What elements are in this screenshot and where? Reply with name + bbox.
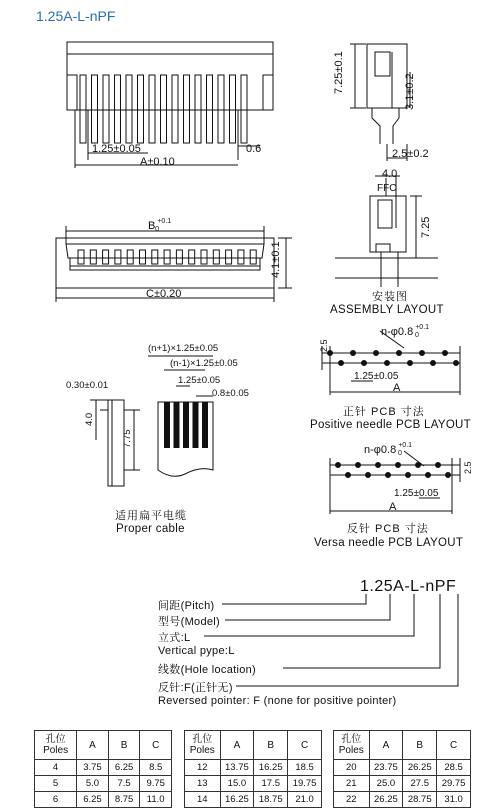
side-view [350, 44, 410, 161]
cable-reinforce-length: 7.75 [122, 429, 133, 448]
pcb-hole [366, 473, 371, 478]
pcb-hole [431, 361, 436, 366]
cable-caption-en: Proper cable [116, 523, 185, 535]
assembly-caption-cn: 安装图 [372, 291, 408, 303]
contact-slot [164, 250, 170, 264]
legend-vertical-en: Vertical pype:L [158, 645, 235, 657]
col-a: A [77, 731, 109, 760]
connector-pin [115, 75, 121, 143]
col-c: C [288, 731, 322, 760]
poles-table-2 [184, 730, 322, 808]
height-dimension: 7.25±0.1 [333, 51, 345, 94]
pitch-positive: 1.25±0.05 [354, 371, 399, 382]
table-row: 4 3.75 6.25 8.5 [35, 760, 172, 776]
connector-pin [126, 75, 132, 143]
pin-spacing-dimension: 2.5±0.2 [392, 148, 429, 160]
pcb-hole [351, 351, 356, 356]
connector-pin [80, 75, 86, 143]
cable-total-pitch: (n+1)×1.25±0.05 [148, 343, 219, 354]
front-view [67, 42, 273, 143]
table-row: 14 16.25 18.75 21.0 [185, 792, 322, 808]
hole-dimension-versa: n-φ0.8 $^{+0.1}$0 [364, 442, 413, 457]
legend-vertical-cn: 立式:L [158, 632, 191, 644]
contact-slot [201, 250, 207, 264]
table-row: 12 13.75 16.25 18.5 [185, 760, 322, 776]
connector-pin [103, 75, 109, 143]
versa-caption-en: Versa needle PCB LAYOUT [314, 537, 464, 549]
table-row: 5 5.0 7.5 9.75 [35, 776, 172, 792]
contact-slot [226, 250, 232, 264]
connector-pin [241, 75, 247, 143]
contact-slot [250, 250, 256, 264]
b-dimension: B $^{+0.1}$0 [148, 218, 172, 233]
pcb-hole [446, 473, 451, 478]
table-row: 6 6.25 8.75 11.0 [35, 792, 172, 808]
assembly-caption-en: ASSEMBLY LAYOUT [330, 304, 444, 316]
contact-slot [152, 250, 158, 264]
depth-dimension: 4.0 [382, 168, 398, 180]
legend-model: 型号(Model) [158, 616, 220, 628]
pin-height-dimension: 3.1±0.2 [404, 73, 416, 110]
table-row: 22 26.25 28.75 31.0 [334, 792, 471, 808]
positive-caption-cn: 正针 PCB 寸法 [343, 406, 425, 418]
connector-pin [149, 75, 155, 143]
model-code: 1.25A-L-nPF [360, 578, 457, 595]
pcb-hole [374, 351, 379, 356]
pcb-hole [336, 463, 341, 468]
col-c: C [437, 731, 471, 760]
pcb-hole [362, 361, 367, 366]
a-positive: A [393, 382, 401, 394]
ffc-label: FFC [377, 183, 397, 194]
pin-offset-dimension: 0.6 [246, 143, 262, 155]
pcb-hole [396, 463, 401, 468]
col-b: B [403, 731, 437, 760]
contact-slot [127, 250, 133, 264]
pcb-hole [385, 361, 390, 366]
pitch-versa: 1.25±0.05 [394, 488, 439, 499]
legend-hole: 线数(Hole location) [158, 664, 257, 676]
connector-pin [161, 75, 167, 143]
cable-thickness: 0.30±0.01 [66, 380, 109, 391]
contact-slot [140, 250, 146, 264]
connector-pin [218, 75, 224, 143]
contact-slot [90, 250, 96, 264]
page-title: 1.25A-L-nPF [36, 8, 116, 24]
row-spacing-positive: 2.5 [319, 339, 329, 352]
width-dimension: 4.1±0.1 [270, 241, 282, 278]
pcb-hole [346, 473, 351, 478]
connector-pin [207, 75, 213, 143]
poles-table-1 [34, 730, 172, 808]
cable-caption-cn: 适用扁平电缆 [115, 510, 187, 522]
connector-pin [92, 75, 98, 143]
pcb-hole [420, 351, 425, 356]
cable-conductor-width: 0.8±0.05 [212, 388, 249, 399]
connector-pin [230, 75, 236, 143]
pcb-hole [443, 351, 448, 356]
a-dimension: A±0.10 [140, 156, 175, 168]
contact-slot [103, 250, 109, 264]
a-versa: A [389, 501, 397, 513]
col-c: C [140, 731, 172, 760]
positive-pcb-layout [322, 331, 460, 395]
connector-pin [138, 75, 144, 143]
table-row: 21 25.0 27.5 29.75 [334, 776, 471, 792]
assembly-height-dimension: 7.25 [420, 216, 432, 238]
poles-header: 孔位 Poles [334, 731, 370, 760]
cable-conductor [164, 402, 170, 448]
poles-table-3 [333, 730, 471, 808]
c-dimension: C±0.20 [146, 288, 182, 300]
table-row: 20 23.75 26.25 28.5 [334, 760, 471, 776]
hole-sub: 0 [398, 450, 402, 457]
positive-caption-en: Positive needle PCB LAYOUT [310, 419, 471, 431]
legend-reversed-en: Reversed pointer: F (none for positive pointer) [158, 695, 397, 707]
contact-slot [176, 250, 182, 264]
contact-slot [238, 250, 244, 264]
pcb-hole [408, 361, 413, 366]
connector-pin [184, 75, 190, 143]
cable-conductor [174, 402, 180, 448]
pcb-hole [454, 361, 459, 366]
pcb-hole [416, 463, 421, 468]
row-spacing-versa: 2.5 [463, 461, 473, 474]
col-b: B [108, 731, 140, 760]
cable-conductor [193, 402, 199, 448]
cable-pitch: 1.25±0.05 [178, 375, 221, 386]
versa-caption-cn: 反针 PCB 寸法 [347, 523, 429, 535]
pcb-hole [356, 463, 361, 468]
pcb-hole [386, 473, 391, 478]
contact-slot [78, 250, 84, 264]
table-row: 13 15.0 17.5 19.75 [185, 776, 322, 792]
col-a: A [369, 731, 403, 760]
cable-strip-length: 4.0 [84, 412, 95, 426]
poles-header: 孔位 Poles [185, 731, 221, 760]
cable-conductor [202, 402, 208, 448]
legend-pitch: 间距(Pitch) [158, 600, 215, 612]
legend-reversed-cn: 反针:F(正针无) [158, 682, 233, 694]
cable-conductor [183, 402, 189, 448]
contact-slot [115, 250, 121, 264]
pcb-hole [339, 361, 344, 366]
col-a: A [220, 731, 254, 760]
pcb-hole [426, 473, 431, 478]
poles-header: 孔位 Poles [35, 731, 77, 760]
hole-dimension-positive: n-φ0.8 $^{+0.1}$0 [381, 324, 430, 339]
pitch-dimension: 1.25±0.05 [92, 143, 141, 155]
pcb-hole [376, 463, 381, 468]
connector-pin [195, 75, 201, 143]
pcb-hole [406, 473, 411, 478]
connector-pin [172, 75, 178, 143]
cable-inner-pitch: (n-1)×1.25±0.05 [170, 358, 238, 369]
col-b: B [254, 731, 288, 760]
pcb-hole [436, 463, 441, 468]
contact-slot [189, 250, 195, 264]
pcb-hole [397, 351, 402, 356]
contact-slot [213, 250, 219, 264]
